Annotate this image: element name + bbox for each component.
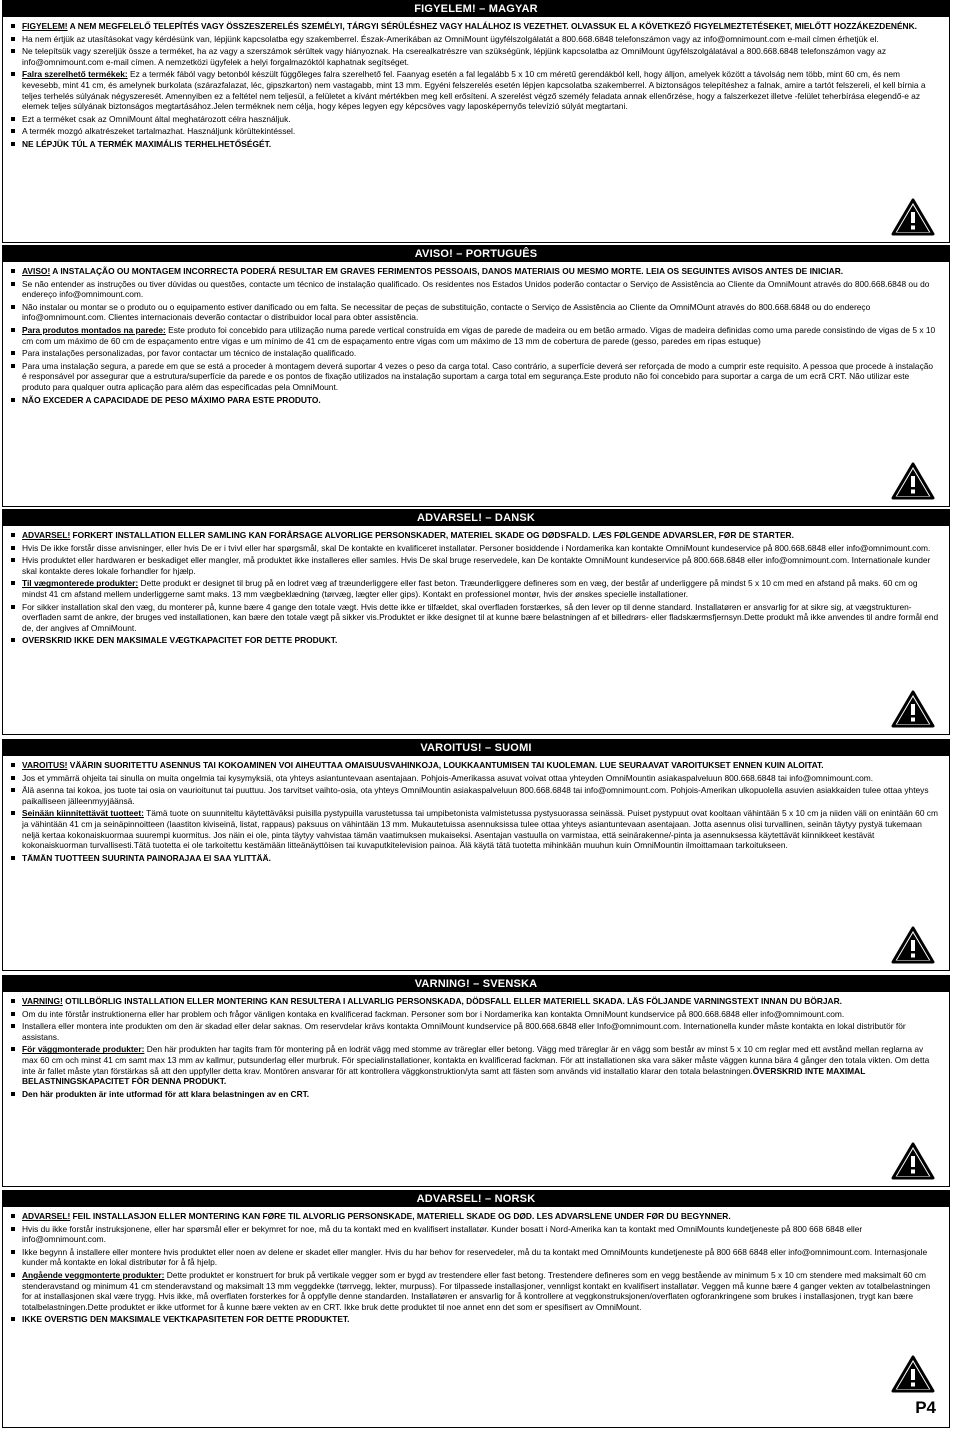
item-text: Jos et ymmärrä ohjeita tai sinulla on muita ongelmia tai kysymyksiä, ota yhteys asiantuntevaan asentajaan. Pohjois-Amerikassa asuvat voivat ottaa yhteyden OmniMountin asiakaspalveluun 800.668.6848 tai info@omnimount.com. [22, 772, 874, 783]
warning-item [11, 1247, 939, 1268]
item-text: Para uma instalação segura, a parede em que se está a proceder à montagem deverá suportar 4 vezes o peso da carga total. Caso contrário, a superfície deverá ser reforçada de modo a cumprir este requisito. A pessoa que procede à instalação é responsável por assegurar que a estrutura/superfície da parede e os pontos de fixação utilizados na instalação suportam a carga total em segurança.Este produto não foi concebido para suportar a carga de um ecrã CRT. Não utilizar este produto para qualquer outra aplicação para além das especificadas pela OmniMount. [22, 360, 934, 392]
page-number: P4 [915, 1398, 936, 1417]
item-lead: Falra szerelhető termékek: [22, 69, 128, 80]
warning-item [11, 348, 939, 359]
item-text: Ez a termék fából vagy betonból készült függőleges falra szerelhető fel. Faanyag esetén a fal legalább 5 x 10 cm méretű gerendákból kell, hogy álljon, amelyek között a távolság nem több, mint 60 cm, és nem kevesebb, mint 41 cm, és amelynek burkolata (szárazfalazat, léc, gipszkarton) nem vastagabb, mint 13 mm. Egyéni felszerelés esetén lépjen kapcsolatba szakemberrel. A biztonságos telepítéshez a falnak, amire a tartót felszereli, el kell bírnia a teljes terhelés súlyának négyszeresét. Amennyiben ez a feltétel nem teljesül, a felületet a kívánt mértékben meg kell erősíteni. A szerelést végző személy feladata annak ellenőrzése, hogy a falszerkezet illetve -felület teherbírása elegendő-e az elemek teljes súlyának biztonságos megtartásához.Jelen terméknek nem célja, hogy képes legyen egy képcsöves vagy laposképernyős televízió súlyát megtartani. [22, 69, 926, 112]
item-text: Ha nem értjük az utasításokat vagy kérdésünk van, lépjünk kapcsolatba egy szakemberrel. Észak-Amerikában az OmniMount ügyfélszolgálatát a 800.668.6848 telefonszámon vagy az info@omnimount.com e-mail címen érhetjük el. [22, 33, 879, 44]
item-lead: VAROITUS! [22, 760, 68, 770]
bullet-icon [11, 788, 15, 792]
warning-item [11, 325, 939, 346]
item-lead: FIGYELEM! [22, 21, 68, 31]
warning-item [11, 853, 939, 864]
warning-triangle-icon [891, 1142, 935, 1180]
bullet-icon [11, 1273, 15, 1277]
bullet-icon [11, 49, 15, 53]
bullet-icon [11, 1047, 15, 1051]
warning-triangle-icon [891, 462, 935, 500]
item-text: Tämä tuote on suunniteltu käytettäväksi puisilla pystypuilla varustetussa tai umpibetonista valmistetussa pystysuorassa seinässä. Puiset pystypuut ovat kooltaan vähintään 5 x 10 cm ja niiden väli on enintään 60 cm ja vähintään 41 cm ja seinäpinnoitteen (laastiton kiviseinä, listat, rappaus) paksuus on vähintään 13 mm. Mukautetuissa asennuksissa tulee ottaa yhteys asiantuntevaan asentajaan. Jotta asennus olisi turvallinen, seinän täytyy pystyä tukemaan neljä kertaa kokonaiskuormaa suurempi kuormitus. Jos näin ei ole, pinta täytyy vahvistaa tämän vaatimuksen mukaiseksi. Asentajan vastuulla on varmistaa, että seinärakenne/-pinta ja asennuksessa käytettävät kiinnikkeet kestävät kokonaiskuorman turvallisesti.Tätä tuotetta ei ole tarkoitettu kestämään litteänäyttöisen tai kuvaputkitelevision painoa. Älä käytä tätä tuotetta mihinkään muuhun kuin OmniMountin ilmoittamaan tarkoitukseen. [22, 808, 938, 851]
warning-section-dansk [2, 509, 950, 735]
bullet-icon [11, 351, 15, 355]
item-text: Installera eller montera inte produkten om den är skadad eller delar saknas. Om reservdelar krävs kontakta OmniMount kundservice på 800.668.6848 eller Info@omnimount.com. Internationella kunder måste kontakta en lokal distributör för assistans. [22, 1021, 906, 1042]
bullet-icon [11, 398, 15, 402]
warning-item [11, 1314, 939, 1325]
bullet-icon [11, 776, 15, 780]
bullet-icon [11, 328, 15, 332]
bullet-icon [11, 605, 15, 609]
bullet-icon [11, 558, 15, 562]
bullet-icon [11, 546, 15, 550]
section-body [3, 262, 949, 405]
warning-item [11, 1224, 939, 1245]
item-text: Hvis du ikke forstår instruksjonene, eller har spørsmål eller er bekymret for noe, må du ta kontakt med en kvalifisert installatør. Kunder bosatt i Nord-Amerika kan ta kontakt med OmniMounts kundetjeneste på 800 668 6848 eller info@omnimount.com. [22, 1223, 863, 1245]
warning-item [11, 69, 939, 111]
warning-item [11, 543, 939, 554]
warning-item [11, 46, 939, 67]
item-lead: Para produtos montados na parede: [22, 324, 166, 335]
warning-item [11, 114, 939, 125]
item-heading: NÃO EXCEDER A CAPACIDADE DE PESO MÁXIMO PARA ESTE PRODUTO. [22, 394, 321, 405]
bullet-icon [11, 37, 15, 41]
warning-item [11, 635, 939, 646]
section-body [3, 1207, 949, 1325]
item-text: FORKERT INSTALLATION ELLER SAMLING KAN FORÅRSAGE ALVORLIGE PERSONSKADER, MATERIEL SKADE OG DØDSFALD. LÆS FØLGENDE ADVARSLER, FØR DE STARTER. [70, 530, 794, 540]
bullet-icon [11, 269, 15, 273]
bullet-icon [11, 533, 15, 537]
bullet-icon [11, 72, 15, 76]
warning-item [11, 1021, 939, 1042]
bullet-icon [11, 1250, 15, 1254]
warning-section-suomi [2, 739, 950, 971]
item-text: Ikke begynn å installere eller montere hvis produktet eller noen av delene er skadet eller mangler. Hvis du har behov for reservedeler, må du ta kontakt med OmniMounts kundetjeneste på 800 668 6848 eller info@omnimount.com. Internasjonale kunder må kontakte en lokal distributør for å få hjelp. [22, 1246, 928, 1268]
bullet-icon [11, 1024, 15, 1028]
item-lead: För väggmonterade produkter: [22, 1044, 145, 1055]
warning-triangle-icon [891, 1355, 935, 1393]
section-body [3, 526, 949, 646]
warning-item [11, 126, 939, 137]
item-text: OTILLBÖRLIG INSTALLATION ELLER MONTERING KAN RESULTERA I ALLVARLIG PERSONSKADA, DÖDSFALL ELLER MATERIELL SKADA. LÄS FÖLJANDE VARNINGSTEXT INNAN DU BÖRJAR. [62, 996, 842, 1006]
section-body [3, 17, 949, 150]
item-lead: VARNING! [22, 996, 63, 1006]
warning-item [11, 1044, 939, 1086]
warning-item [11, 1089, 939, 1100]
warning-item [11, 808, 939, 850]
warning-item [11, 361, 939, 393]
warning-item [11, 1270, 939, 1312]
bullet-icon [11, 1317, 15, 1321]
warning-section-magyar [2, 0, 950, 243]
warning-item [11, 578, 939, 599]
item-lead: Til vægmonterede produkter: [22, 578, 139, 589]
warning-item [11, 555, 939, 576]
warning-item [11, 773, 939, 784]
warning-item [11, 395, 939, 406]
item-text: VÄÄRIN SUORITETTU ASENNUS TAI KOKOAMINEN VOI AIHEUTTAA OMAISUUSVAHINKOJA, LOUKKAANTUMISEN TAI KUOLEMAN. LUE SEURAAVAT VAROITUKSET ENNEN KUIN ALOITAT. [67, 760, 824, 770]
item-text: Não instalar ou montar se o produto ou o equipamento estiver danificado ou em falta. Se necessitar de peças de substituição, contacte o Serviço de Assistência ao Cliente da OmniMOunt através do 800.668.6848 ou do endereço info@omnimount.com. Clientes internacionais deverão contactar o distribuidor local para obter assistência. [22, 301, 871, 323]
bullet-icon [11, 282, 15, 286]
warning-section-portugues [2, 245, 950, 507]
item-tail: ÖVERSKRID INTE MAXIMAL BELASTNINGSKAPACITET FÖR DENNA PRODUKT. [22, 1065, 866, 1087]
bullet-icon [11, 856, 15, 860]
item-lead: ADVARSEL! [22, 530, 71, 540]
warning-item [11, 602, 939, 634]
bullet-icon [11, 763, 15, 767]
item-heading: Den här produkten är inte utformad för att klara belastningen av en CRT. [22, 1088, 310, 1099]
item-text: Dette produkt er designet til brug på en lodret væg af træunderliggere eller fast beton. Træunderliggere defineres som en væg, der består af underliggere på mindst 5 x 10 cm med en afstand på maks. 60 cm og mindst 41 cm afstand mellem underliggerne samt maks. 13 mm vægbeklædning (tørvæg, lægter eller gips). Kontakt en professionel montør, hvis der ønskes specielle installationer. [22, 578, 918, 599]
warning-triangle-icon [891, 198, 935, 236]
warning-item [11, 785, 939, 806]
bullet-icon [11, 24, 15, 28]
item-text: Den här produkten har tagits fram för montering på en lodrät vägg med stomme av träreglar eller betong. Vägg med träreglar är en vägg som består av minst 5 x 10 cm reglar med ett avstånd mellan reglarna av max 60 cm och minst 41 cm samt max 13 mm av kallmur, putsunderlag eller murbruk. För specialinstallationer, kontakta en kvalificerad fackman. För att installationen ska vara säker måste väggen kunna bära 4 gånger den totala vikten. Om detta inte är fallet måste ytan förstärkas så att den uppfyller detta krav. Montören ansvarar för att kontrollera väggkonstruktion/yta samt att fästen som används vid installatio klarar den totala belastningen. [22, 1044, 930, 1076]
warning-section-svenska [2, 975, 950, 1187]
section-title: VAROITUS! – SUOMI [3, 740, 949, 756]
item-text: A NEM MEGFELELŐ TELEPÍTÉS VAGY ÖSSZESZERELÉS SZEMÉLYI, TÁRGYI SÉRÜLÉSHEZ VAGY HALÁLHOZ IS VEZETHET. OLVASSUK EL A KÖVETKEZŐ FIGYELMEZTETÉSEKET, MIELŐTT HOZZÁKEZDENÉNK. [67, 21, 917, 31]
item-text: A termék mozgó alkatrészeket tartalmazhat. Használjunk körültekintéssel. [22, 126, 296, 137]
item-heading: IKKE OVERSTIG DEN MAKSIMALE VEKTKAPASITETEN FOR DETTE PRODUKTET. [22, 1314, 350, 1325]
bullet-icon [11, 142, 15, 146]
bullet-icon [11, 811, 15, 815]
bullet-icon [11, 117, 15, 121]
item-text: Para instalações personalizadas, por favor contactar um técnico de instalação qualificado. [22, 348, 357, 359]
item-lead: Seinään kiinnitettävät tuotteet: [22, 808, 144, 819]
warning-item [11, 1211, 939, 1222]
bullet-icon [11, 1227, 15, 1231]
item-text: Se não entender as instruções ou tiver dúvidas ou questões, contacte um técnico de instalação qualificado. Os residentes nos Estados Unidos poderão contactar o Serviço de Assistência ao Cliente da OmniMount através do 800.668.6848 ou do endereço info@omnimount.com. [22, 278, 930, 300]
bullet-icon [11, 1092, 15, 1096]
item-text: Om du inte förstår instruktionerna eller har problem och frågor vänligen kontaka en kvalificerad fackman. Personer som bor i Nordamerika kan kontakta OmniMount kundservice på 800.668.6848 eller info@omnimount.com. [22, 1008, 845, 1019]
section-title: FIGYELEM! – MAGYAR [3, 1, 949, 17]
item-text: Ne telepítsük vagy szereljük össze a terméket, ha az vagy a szerszámok sérültek vagy hiányoznak. Ha cserealkatrészre van szükségünk, lépjünk kapcsolatba az OmniMount ügyfélszolgálatával a 800.668.6848 telefonszámon vagy az info@omnimount.com e-mail címen. A nemzetközi ügyfelek a helyi forgalmazóktól kaphatnak segítséget. [22, 46, 887, 67]
warning-item [11, 996, 939, 1007]
warning-triangle-icon [891, 690, 935, 728]
section-body [3, 992, 949, 1099]
item-text: Älä asenna tai kokoa, jos tuote tai osia on vaurioitunut tai puuttuu. Jos tarvitset vaihto-osia, ota yhteys OmniMountin asiakaspalveluun 800.668.6848 tai info@omnimount.com. Pohjois-Amerikan ulkopuolella asuvien asiakkaiden tulee ottaa yhteys paikalliseen jälleenmyyjäänsä. [22, 785, 929, 806]
warning-item [11, 530, 939, 541]
warning-item [11, 34, 939, 45]
bullet-icon [11, 305, 15, 309]
bullet-icon [11, 999, 15, 1003]
warning-item [11, 1009, 939, 1020]
item-text: Dette produktet er konstruert for bruk på vertikale vegger som er bygd av trestendere eller fast betong. Trestendere defineres som en vegg bestående av minimum 5 x 10 cm stendere med maksimalt 60 cm stenderavstand og minimum 41 cm stenderavstand og maksimalt 13 mm veggdekke (tørrvegg, lekter, murpuss). For tilpassede installasjoner, vennligst kontakt en kvalifisert installatør. Veggen må kunne bære 4 ganger vekten av totalbelastningen for at installasjonen skal være trygg. Hvis ikke, må overflaten forsterkes for å oppfylle denne standarden. Installatøren er ansvarlig for å kontrollere at veggkonstruksjonen/overflaten ogforankringene som brukes i installasjonen, trygt kan bære totalbelastningen.Dette produktet er ikke utformet for å kunne bære vekten av en CRT. Ikke bruk dette produktet til noe annet enn det som er spesifisert av OmniMount. [22, 1269, 931, 1312]
item-text: For sikker installation skal den væg, du monterer på, kunne bære 4 gange den totale vægt. Hvis dette ikke er tilfældet, skal overfladen forstærkes, så den lever op til denne standard. Installatøren er ansvarlig for at sikre sig, at vægstrukturen-overfladen samt de ankre, der bruges ved installationen, kan bære den totale vægt på sikker vis.Produktet er ikke designet til at kunne bære belastningen af et billedrørs- eller fladskærmsfjernsyn.Dette produkt må ikke anvendes til andre formål end de, der angives af OmniMount. [22, 601, 939, 633]
item-lead: AVISO! [22, 266, 51, 276]
item-text: Este produto foi concebido para utilização numa parede vertical construída em vigas de parede de madeira ou em betão armado. Vigas de madeira definidas como uma parede consistindo de vigas de 5 x 10 cm com um máximo de 60 cm de espaçamento entre vigas e um mínimo de 41 cm de espaçamento entre vigas com um máximo de 13 mm de cobertura de parede (gesso, paredes em ripas estuque) [22, 324, 936, 346]
item-text: Hvis produktet eller hardwaren er beskadiget eller mangler, må produktet ikke installeres eller samles. Hvis De skal bruge reservedele, kan De kontakte OmniMount kundeservice på 800.668.6848 eller info@omnimount.com. Internationale kunder skal kontakte deres lokale forhandler for hjælp. [22, 555, 931, 576]
bullet-icon [11, 581, 15, 585]
section-title: ADVARSEL! – NORSK [3, 1191, 949, 1207]
warning-item [11, 21, 939, 32]
item-text: Ezt a terméket csak az OmniMount által meghatározott célra használjuk. [22, 113, 291, 124]
section-title: VARNING! – SVENSKA [3, 976, 949, 992]
item-text: A INSTALAÇÃO OU MONTAGEM INCORRECTA PODERÁ RESULTAR EM GRAVES FERIMENTOS PESSOAIS, DANOS MATERIAIS OU MESMO MORTE. LEIA OS SEGUINTES AVISOS ANTES DE INICIAR. [50, 266, 844, 276]
bullet-icon [11, 1012, 15, 1016]
item-lead: Angående veggmonterte produkter: [22, 1269, 165, 1280]
item-text: Hvis De ikke forstår disse anvisninger, eller hvis De er i tvivl eller har spørgsmål, skal De kontakte en kvalificeret installatør. Personer bosiddende i Nordamerika kan kontakte OmniMount kundeservice på 800.668.6848 eller info@omnimount.com. [22, 542, 931, 553]
bullet-icon [11, 129, 15, 133]
section-title: ADVARSEL! – DANSK [3, 510, 949, 526]
warning-item [11, 302, 939, 323]
warning-item [11, 760, 939, 771]
warning-item [11, 279, 939, 300]
item-text: FEIL INSTALLASJON ELLER MONTERING KAN FØRE TIL ALVORLIG PERSONSKADE, MATERIELL SKADE OG DØD. LES ADVARSLENE UNDER FØR DU BEGYNNER. [70, 1211, 731, 1221]
item-heading: NE LÉPJÜK TÚL A TERMÉK MAXIMÁLIS TERHELHETŐSÉGÉT. [22, 138, 272, 149]
warning-section-norsk [2, 1190, 950, 1428]
item-heading: OVERSKRID IKKE DEN MAKSIMALE VÆGTKAPACITET FOR DETTE PRODUKT. [22, 635, 338, 646]
item-lead: ADVARSEL! [22, 1211, 71, 1221]
section-title: AVISO! – PORTUGUÊS [3, 246, 949, 262]
item-heading: TÄMÄN TUOTTEEN SUURINTA PAINORAJAA EI SAA YLITTÄÄ. [22, 852, 271, 863]
bullet-icon [11, 1214, 15, 1218]
bullet-icon [11, 364, 15, 368]
bullet-icon [11, 638, 15, 642]
section-body [3, 756, 949, 863]
warning-item [11, 266, 939, 277]
warning-triangle-icon [891, 926, 935, 964]
warning-item [11, 139, 939, 150]
